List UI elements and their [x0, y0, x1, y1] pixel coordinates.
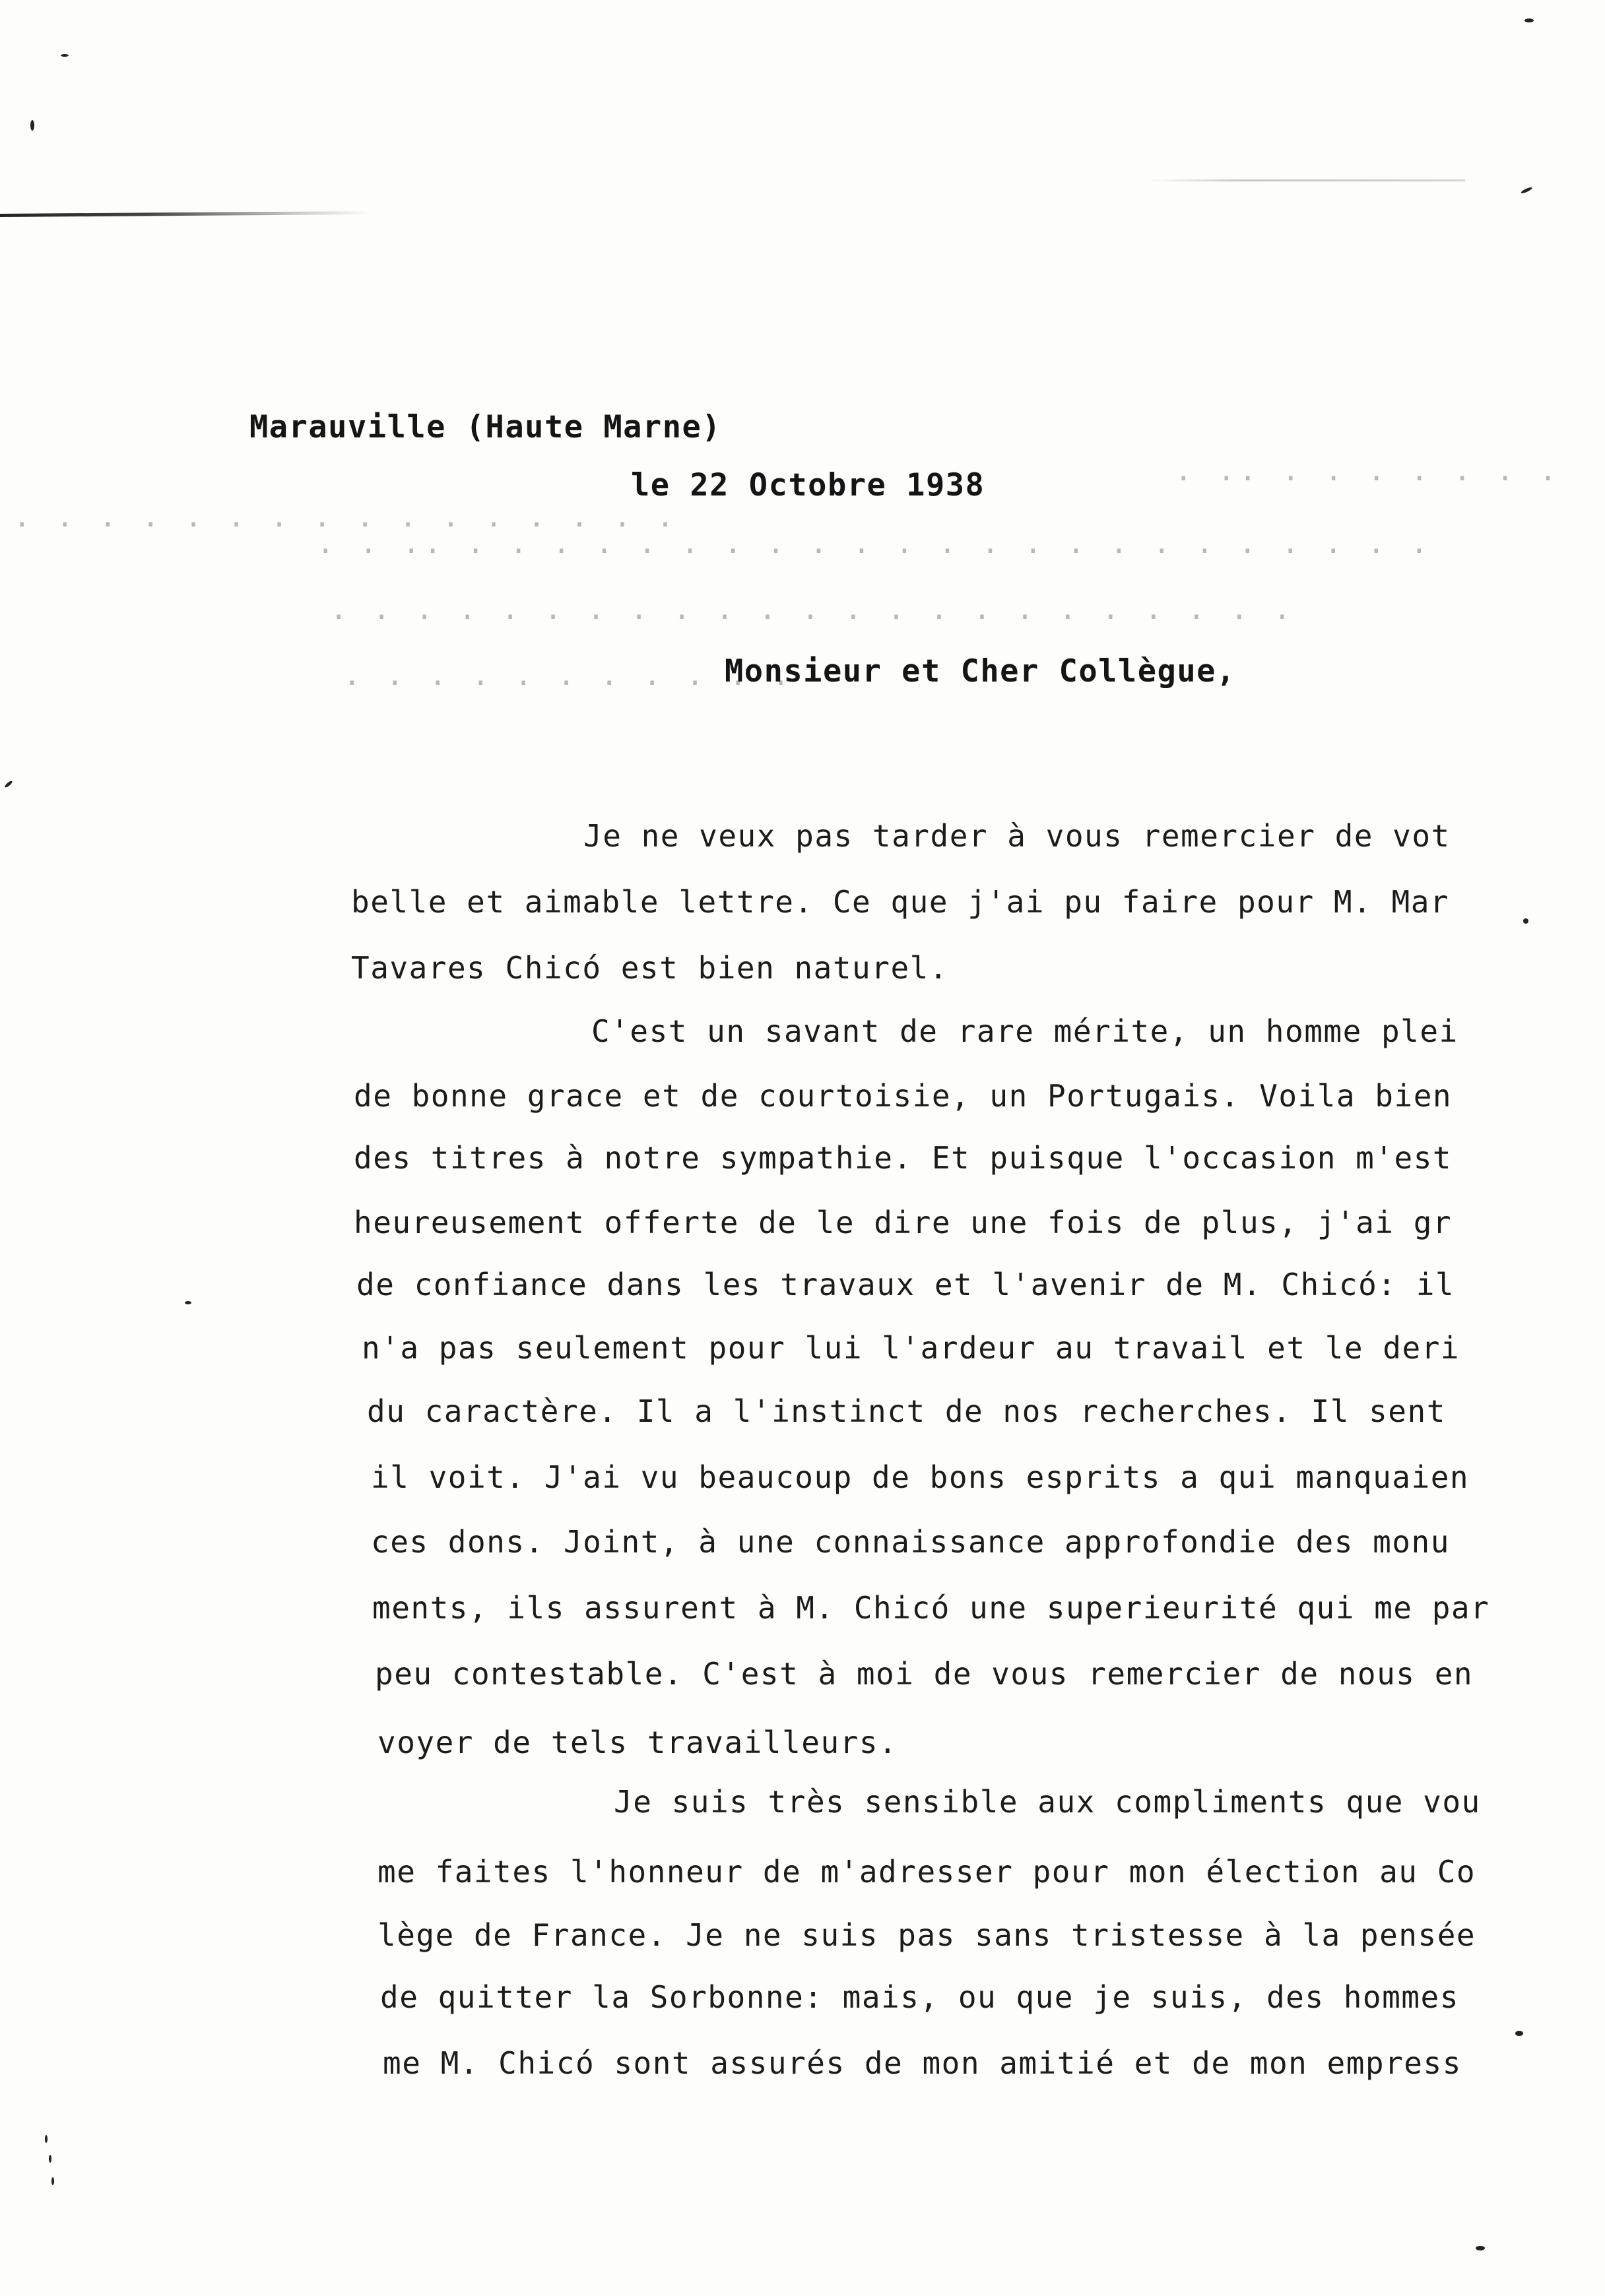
scan-speck — [30, 120, 34, 131]
scan-speck — [49, 2155, 51, 2163]
scan-speck — [1521, 186, 1532, 194]
letter-line: Je ne veux pas tarder à vous remercier de vot — [583, 818, 1451, 854]
letter-line: me faites l'honneur de m'adresser pour mon élection au Co — [377, 1854, 1476, 1890]
scan-speck — [61, 54, 69, 57]
letter-line: belle et aimable lettre. Ce que j'ai pu faire pour M. Mar — [351, 884, 1450, 920]
scan-edge-line-right — [1148, 179, 1465, 181]
bleed-through-text: · · · · · · · · · · · — [343, 666, 794, 700]
letter-line: des titres à notre sympathie. Et puisque l'occasion m'est — [354, 1140, 1453, 1176]
letter-line: peu contestable. C'est à moi de vous remercier de nous en — [375, 1656, 1474, 1692]
letter-line: du caractère. Il a l'instinct de nos recherches. Il sent — [367, 1393, 1446, 1429]
letter-line: il voit. J'ai vu beaucoup de bons esprits a qui manquaien — [371, 1459, 1470, 1495]
scan-speck — [1515, 2031, 1523, 2036]
scan-speck — [1524, 18, 1534, 22]
scan-speck — [1476, 2246, 1485, 2250]
scan-speck — [4, 780, 13, 788]
bleed-through-text: · · · · · · · · · · · · · · · · · · · · · · · — [330, 600, 1295, 634]
letter-line: Je suis très sensible aux compliments que vou — [614, 1784, 1481, 1820]
scan-speck — [185, 1301, 191, 1304]
letter-line: de quitter la Sorbonne: mais, ou que je suis, des hommes — [380, 1979, 1459, 2015]
letter-place: Marauville (Haute Marne) — [249, 409, 722, 445]
bleed-through-text: · ·· · · · · · · · — [1175, 462, 1561, 495]
letter-line: voyer de tels travailleurs. — [377, 1725, 898, 1760]
bleed-through-text: · · · · · · · · · · · · · · · · — [13, 508, 678, 542]
letter-line: ments, ils assurent à M. Chicó une superieurité qui me par — [372, 1590, 1490, 1626]
letter-line: me M. Chicó sont assurés de mon amitié et de mon empress — [383, 2045, 1462, 2081]
letter-line: de bonne grace et de courtoisie, un Portugais. Voila bien — [354, 1078, 1453, 1114]
letter-line: ces dons. Joint, à une connaissance approfondie des monu — [371, 1524, 1450, 1560]
letter-line: Tavares Chicó est bien naturel. — [351, 950, 949, 986]
bleed-through-text: · · ·· · · · · · · · · · · · · · · · · · · · · · · · — [317, 534, 1432, 568]
letter-date: le 22 Octobre 1938 — [631, 467, 985, 503]
letter-line: n'a pas seulement pour lui l'ardeur au travail et le deri — [362, 1330, 1460, 1366]
scan-edge-line — [0, 211, 370, 217]
letter-line: de confiance dans les travaux et l'avenir de M. Chicó: il — [356, 1267, 1455, 1302]
scan-speck — [51, 2177, 54, 2185]
scan-speck — [1523, 918, 1528, 924]
letter-line: lège de France. Je ne suis pas sans tristesse à la pensée — [377, 1917, 1476, 1953]
letter-line: heureusement offerte de le dire une fois de plus, j'ai gr — [354, 1205, 1453, 1240]
letter-salutation: Monsieur et Cher Collègue, — [725, 653, 1236, 689]
letter-line: C'est un savant de rare mérite, un homme plei — [591, 1013, 1458, 1049]
scan-speck — [45, 2135, 48, 2143]
